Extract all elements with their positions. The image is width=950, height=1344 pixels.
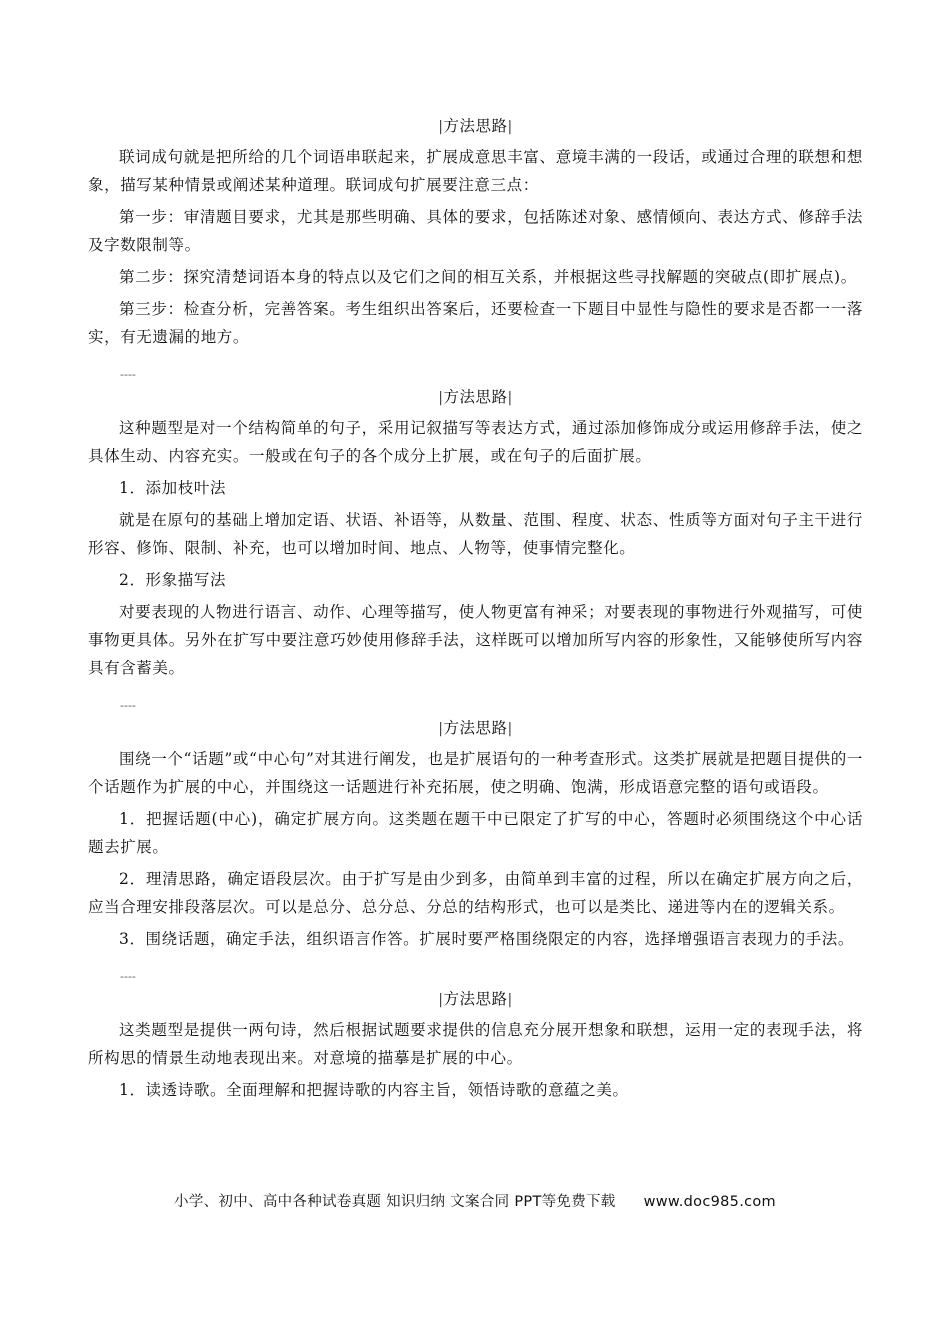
section-separator: ---- [120,970,136,983]
list-heading: 1．添加枝叶法 [119,479,227,497]
section-heading: |方法思路| [438,117,513,135]
section-heading: |方法思路| [438,990,513,1008]
paragraph: 对要表现的人物进行语言、动作、心理等描写，使人物更富有神采；对要表现的事物进行外观描写，可使事物更具体。另外在扩写中要注意巧妙使用修辞手法，这样既可以增加所写内容的形象性，又能够使所写内容具有含蓄美。 [88,603,863,677]
section-3 [88,716,863,953]
paragraph: 这种题型是对一个结构简单的句子，采用记叙描写等表达方式，通过添加修饰成分或运用修辞手法，使之具体生动、内容充实。一般或在句子的各个成分上扩展，或在句子的后面扩展。 [88,419,863,465]
section-separator: ---- [120,699,136,712]
section-separator: ---- [120,368,136,381]
section-2 [88,385,863,682]
section-4 [88,987,863,1104]
paragraph: 1．读透诗歌。全面理解和把握诗歌的内容主旨，领悟诗歌的意蕴之美。 [119,1081,629,1099]
paragraph: 3．围绕话题，确定手法，组织语言作答。扩展时要严格围绕限定的内容，选择增强语言表现力的手法。 [119,930,854,948]
paragraph: 第一步：审清题目要求，尤其是那些明确、具体的要求，包括陈述对象、感情倾向、表达方式、修辞手法及字数限制等。 [88,208,863,254]
section-heading: |方法思路| [438,388,513,406]
footer-url[interactable]: www.doc985.com [643,1194,776,1210]
paragraph: 就是在原句的基础上增加定语、状语、补语等，从数量、范围、程度、状态、性质等方面对句子主干进行形容、修饰、限制、补充，也可以增加时间、地点、人物等，使事情完整化。 [88,511,863,557]
paragraph: 这类题型是提供一两句诗，然后根据试题要求提供的信息充分展开想象和联想，运用一定的表现手法，将所构思的情景生动地表现出来。对意境的描摹是扩展的中心。 [88,1021,863,1067]
paragraph: 2．理清思路，确定语段层次。由于扩写是由少到多，由简单到丰富的过程，所以在确定扩展方向之后，应当合理安排段落层次。可以是总分、总分总、分总的结构形式，也可以是类比、递进等内在的逻辑关系。 [88,870,863,916]
section-heading: |方法思路| [438,719,513,737]
paragraph: 联词成句就是把所给的几个词语串联起来，扩展成意思丰富、意境丰满的一段话，或通过合理的联想和想象，描写某种情景或阐述某种道理。联词成句扩展要注意三点： [88,148,863,194]
page-footer [0,1190,950,1211]
paragraph: 围绕一个“话题”或“中心句”对其进行阐发，也是扩展语句的一种考查形式。这类扩展就是把题目提供的一个话题作为扩展的中心，并围绕这一话题进行补充拓展，使之明确、饱满，形成语意完整的语句或语段。 [88,750,863,796]
list-heading: 2．形象描写法 [119,571,227,589]
section-1 [88,114,863,351]
paragraph: 第二步：探究清楚词语本身的特点以及它们之间的相互关系，并根据这些寻找解题的突破点(即扩展点)。 [119,268,857,286]
document-body [88,114,863,1108]
paragraph: 第三步：检查分析，完善答案。考生组织出答案后，还要检查一下题目中显性与隐性的要求是否都一一落实，有无遗漏的地方。 [88,300,863,346]
footer-text: 小学、初中、高中各种试卷真题 知识归纳 文案合同 PPT等免费下载 [174,1194,616,1210]
paragraph: 1．把握话题(中心)，确定扩展方向。这类题在题干中已限定了扩写的中心，答题时必须围绕这个中心话题去扩展。 [88,810,863,856]
